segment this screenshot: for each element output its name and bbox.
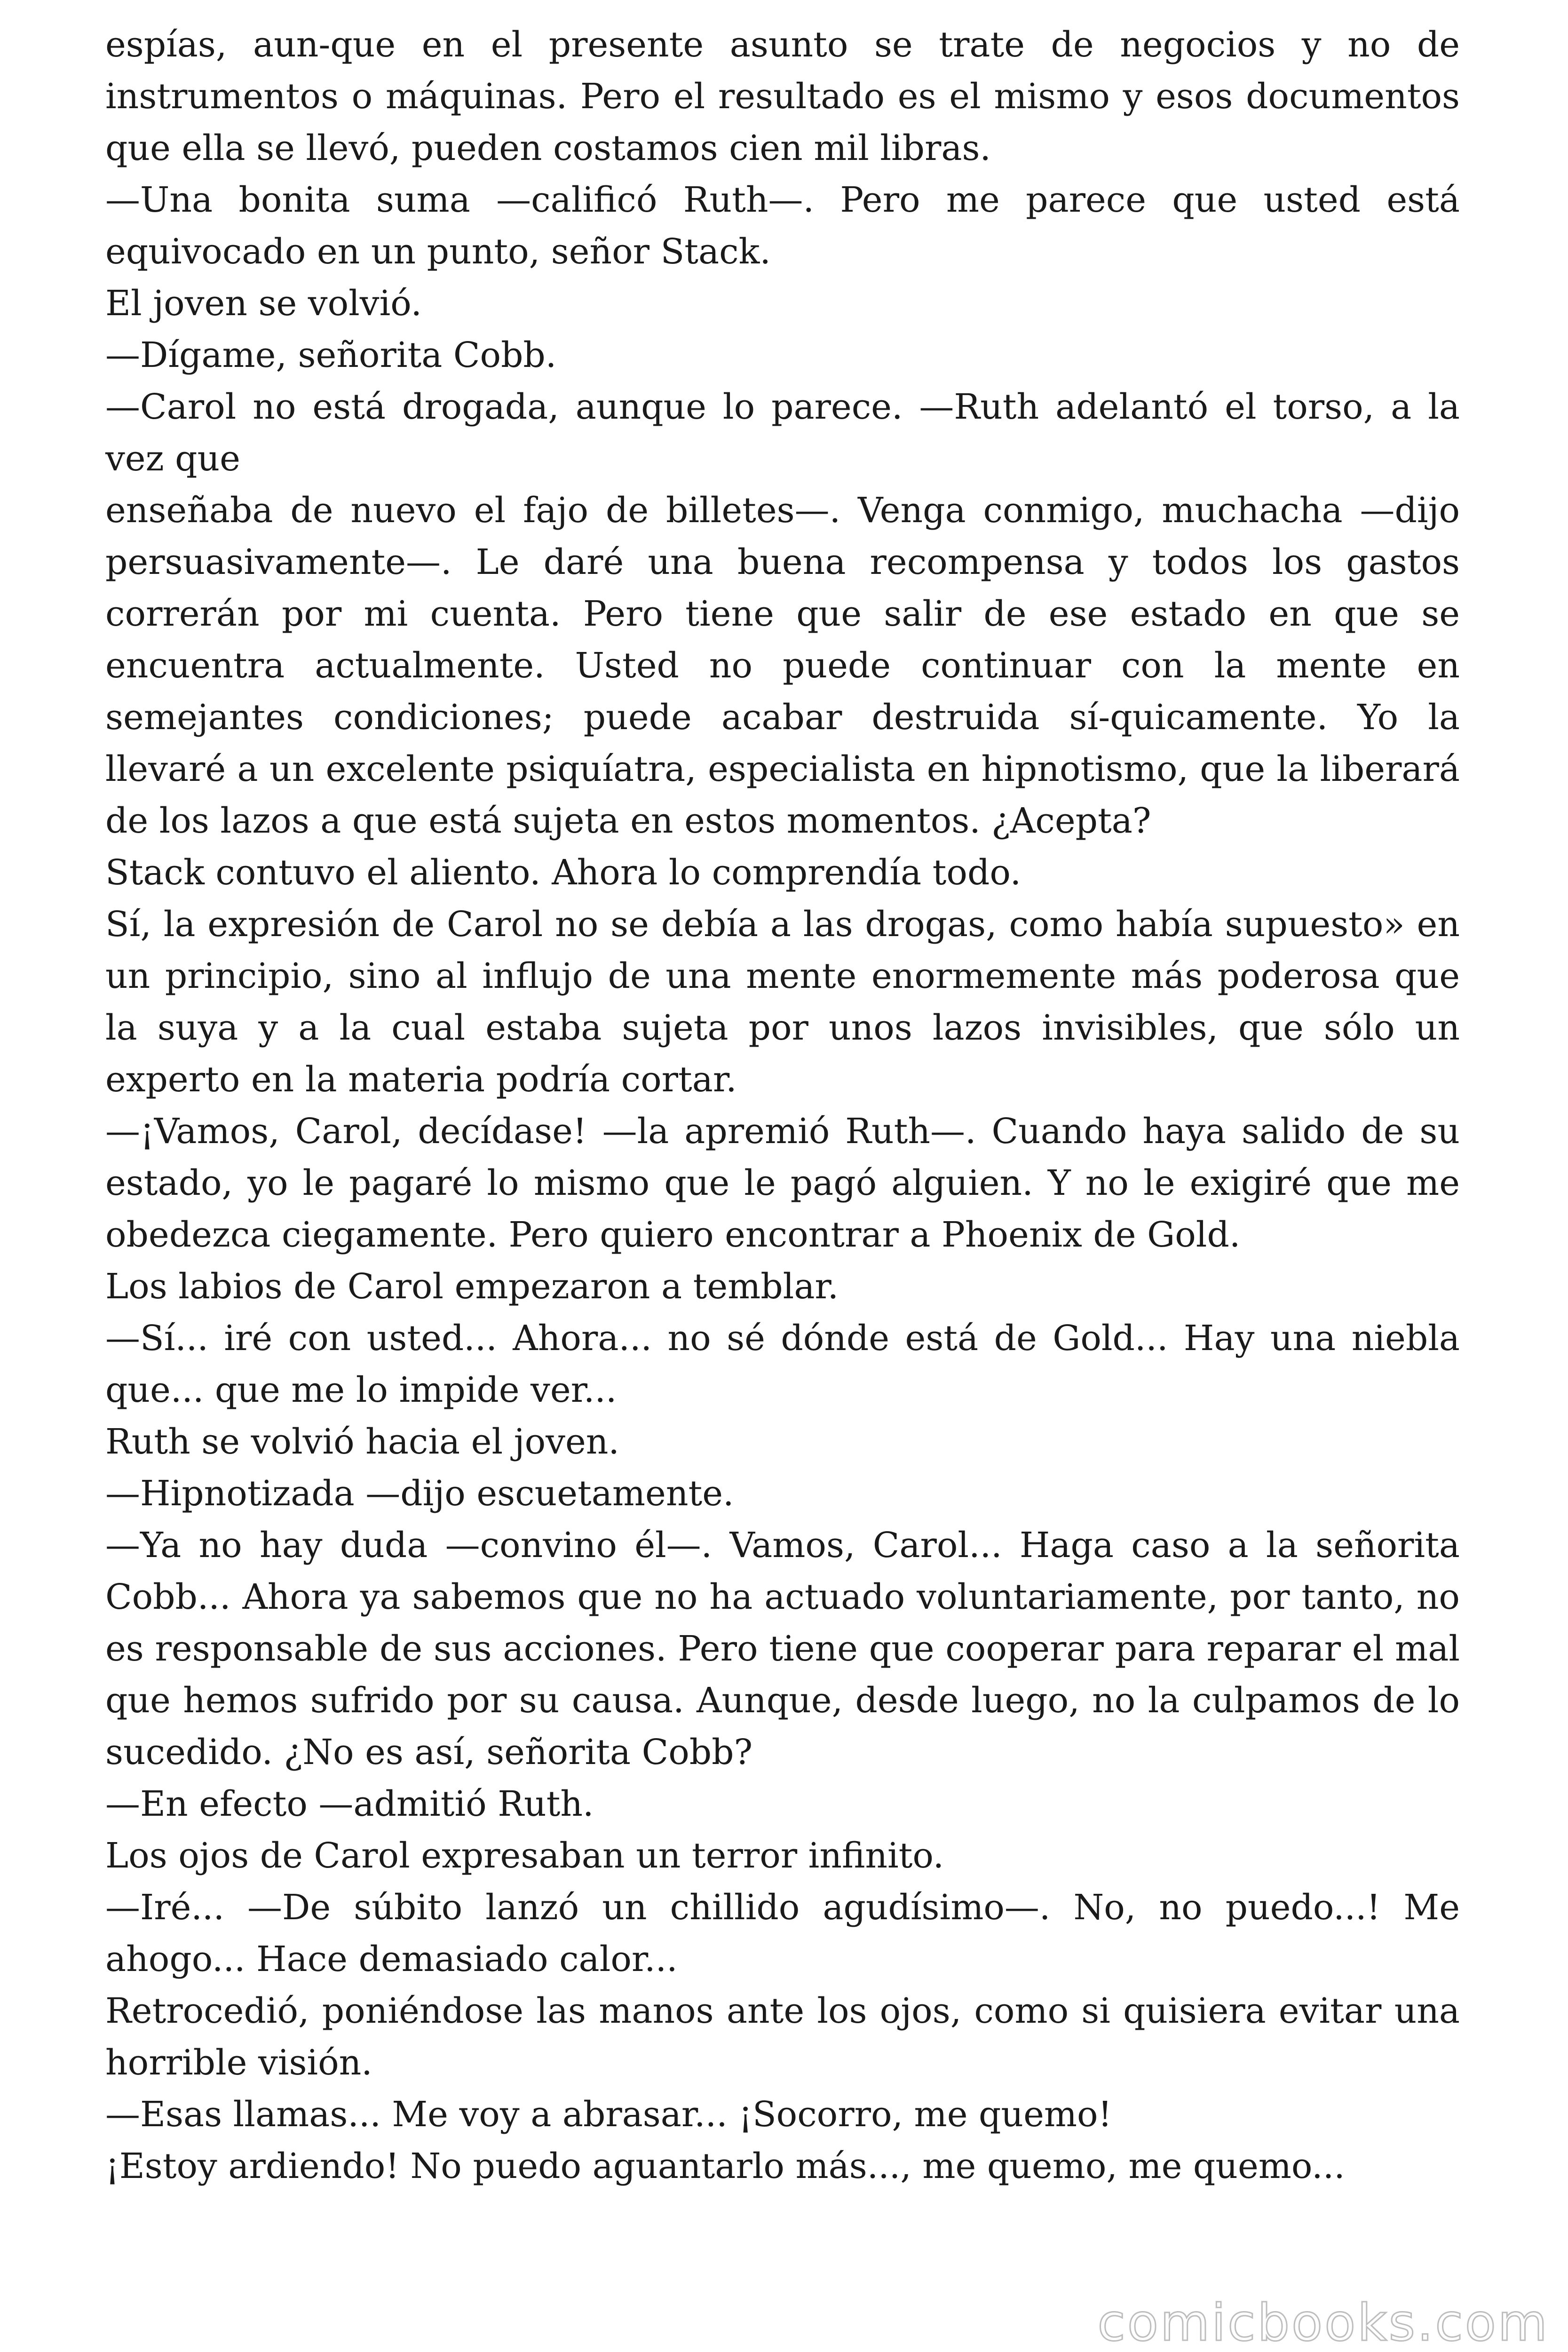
paragraph: Stack contuvo el aliento. Ahora lo comprendía todo.	[105, 852, 1022, 893]
paragraph: Los ojos de Carol expresaban un terror infinito.	[105, 1836, 944, 1876]
paragraph: —Carol no está drogada, aunque lo parece. —Ruth adelantó el torso, a la vez que	[105, 387, 1460, 479]
paragraph: Sí, la expresión de Carol no se debía a las drogas, como había supuesto» en un principio, sino al influjo de una mente enormemente más poderosa que la suya y a la cual estaba sujeta por unos lazos invisibles, que sólo un experto en la materia podría cortar.	[105, 904, 1460, 1100]
watermark-logo: comicbooks.com	[1097, 2294, 1549, 2352]
paragraph: —Una bonita suma —calificó Ruth—. Pero me parece que usted está equivocado en un punto, señor Stack.	[105, 180, 1460, 272]
paragraph: El joven se volvió.	[105, 283, 422, 324]
paragraph: —Sí... iré con usted... Ahora... no sé dónde está de Gold... Hay una niebla que... que me lo impide ver...	[105, 1318, 1460, 1410]
paragraph: —En efecto —admitió Ruth.	[105, 1784, 594, 1824]
paragraph: Ruth se volvió hacia el joven.	[105, 1422, 619, 1462]
paragraph: —Dígame, señorita Cobb.	[105, 335, 557, 375]
paragraph: —Ya no hay duda —convino él—. Vamos, Carol... Haga caso a la señorita Cobb... Ahora ya sabemos que no ha actuado voluntariamente, por tanto, no es responsable de sus acciones. Pero tiene que cooperar para reparar el mal que hemos sufrido por su causa. Aunque, desde luego, no la culpamos de lo sucedido. ¿No es así, señorita Cobb?	[105, 1525, 1460, 1772]
paragraph: ¡Estoy ardiendo! No puedo aguantarlo más..., me quemo, me quemo...	[105, 2146, 1345, 2186]
paragraph: Los labios de Carol empezaron a temblar.	[105, 1266, 839, 1307]
paragraph: enseñaba de nuevo el fajo de billetes—. Venga conmigo, muchacha —dijo persuasivamente—. Le daré una buena recompensa y todos los gastos correrán por mi cuenta. Pero tiene que salir de ese estado en que se encuentra actualmente. Usted no puede continuar con la mente en semejantes condiciones; puede acabar destruida sí-quicamente. Yo la llevaré a un excelente psiquíatra, especialista en hipnotismo, que la liberará de los lazos a que está sujeta en estos momentos. ¿Acepta?	[105, 490, 1460, 841]
text-column	[105, 19, 1460, 2192]
paragraph: Retrocedió, poniéndose las manos ante los ojos, como si quisiera evitar una horrible visión.	[105, 1991, 1460, 2083]
paragraph: —Esas llamas... Me voy a abrasar... ¡Socorro, me quemo!	[105, 2094, 1112, 2135]
paragraph: espías, aun-que en el presente asunto se trate de negocios y no de instrumentos o máquinas. Pero el resultado es el mismo y esos documentos que ella se llevó, pueden costamos cien mil libras.	[105, 24, 1460, 168]
paragraph: —Iré... —De súbito lanzó un chillido agudísimo—. No, no puedo...! Me ahogo... Hace demasiado calor...	[105, 1887, 1460, 1979]
paragraph: —¡Vamos, Carol, decídase! —la apremió Ruth—. Cuando haya salido de su estado, yo le pagaré lo mismo que le pagó alguien. Y no le exigiré que me obedezca ciegamente. Pero quiero encontrar a Phoenix de Gold.	[105, 1111, 1460, 1255]
paragraph: —Hipnotizada —dijo escuetamente.	[105, 1473, 734, 1514]
